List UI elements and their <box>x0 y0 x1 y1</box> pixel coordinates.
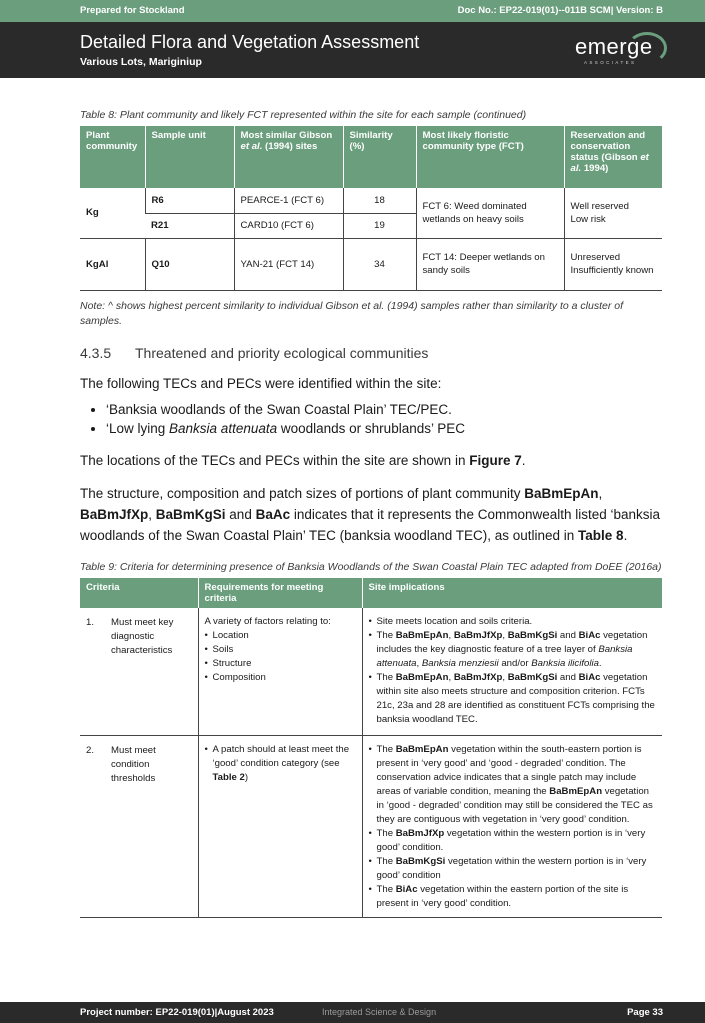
section-title: Threatened and priority ecological communities <box>135 344 429 361</box>
logo-wordmark: emerge <box>575 34 653 59</box>
header-similarity: Similarity (%) <box>343 126 416 188</box>
document-subtitle: Various Lots, Mariginiup <box>80 56 202 68</box>
table8 <box>80 126 662 291</box>
table-row <box>80 188 662 213</box>
header-sample-unit: Sample unit <box>145 126 234 188</box>
locations-paragraph: The locations of the TECs and PECs within the site are shown in Figure 7. <box>80 452 526 468</box>
table9-header-row <box>80 578 662 608</box>
fct-cell: FCT 14: Deeper wetlands on sandy soils <box>416 238 564 290</box>
sample-cell: R6 <box>145 188 234 213</box>
document-number: Doc No.: EP22-019(01)--011B SCM| Version: B <box>457 5 663 16</box>
page-content <box>80 108 662 918</box>
community-cell: Kg <box>80 188 145 238</box>
table-reference[interactable]: Table 8 <box>578 527 624 543</box>
project-number: Project number: EP22-019(01)|August 2023 <box>80 1007 274 1018</box>
site-cell: YAN-21 (FCT 14) <box>234 238 343 290</box>
list-item: • The BaBmEpAn vegetation within the south-eastern portion is present in ‘very good’ and ‘good - degraded’ condition. The conservation advice indicates that a single patch may include areas of variable condition, meaning the BaBmEpAn vegetation in ‘good - degraded’ condition may still be considered the TEC as they are contiguous with vegetation in ‘very good’ condition. <box>369 743 657 827</box>
header-plant-community: Plant community <box>80 126 145 188</box>
structure-paragraph: The structure, composition and patch sizes of portions of plant community BaBmEpAn, BaBmJfXp, BaBmKgSi and BaAc indicates that it represents the Commonwealth listed ‘banksia woodlands of the Swan Coastal Plain’ TEC (banksia woodland TEC), as outlined in Table 8. <box>80 485 661 543</box>
list-item: • The BaBmKgSi vegetation within the western portion is in ‘very good’ condition <box>369 855 657 883</box>
page-footer <box>0 1002 705 1023</box>
list-item: • Site meets location and soils criteria. <box>369 615 657 629</box>
similarity-cell: 19 <box>343 213 416 238</box>
criteria-cell: 2. Must meet condition thresholds <box>80 735 198 917</box>
document-header <box>0 22 705 78</box>
table-reference[interactable]: Table 2 <box>212 771 245 783</box>
table8-header-row <box>80 126 662 188</box>
header-fct: Most likely floristic community type (FCT) <box>416 126 564 188</box>
list-item: • A patch should at least meet the ‘good’ condition category (see Table 2) <box>205 743 356 785</box>
similarity-cell: 18 <box>343 188 416 213</box>
list-item: • ‘Low lying Banksia attenuata woodlands or shrublands’ PEC <box>106 419 662 438</box>
implications-cell <box>362 608 662 736</box>
status-cell: Unreserved Insufficiently known <box>564 238 662 290</box>
tec-list <box>80 400 662 438</box>
table-row <box>80 238 662 290</box>
list-item: • Composition <box>205 671 356 685</box>
logo-subtext: ASSOCIATES <box>584 60 637 65</box>
table8-note: Note: ^ shows highest percent similarity to individual Gibson et al. (1994) samples rather than similarity to a cluster of samples. <box>80 299 624 327</box>
status-cell: Well reserved Low risk <box>564 188 662 238</box>
list-item: • Structure <box>205 657 356 671</box>
sample-cell: Q10 <box>145 238 234 290</box>
requirements-cell: A variety of factors relating to: • Location • Soils • Structure • Composition <box>198 608 362 736</box>
list-item: • Soils <box>205 643 356 657</box>
document-title: Detailed Flora and Vegetation Assessment <box>80 32 420 52</box>
sample-cell: R21 <box>145 213 234 238</box>
community-cell: KgAl <box>80 238 145 290</box>
table9 <box>80 578 662 918</box>
table-row <box>80 608 662 736</box>
similarity-cell: 34 <box>343 238 416 290</box>
prepared-for: Prepared for Stockland <box>80 5 185 16</box>
table8-caption: Table 8: Plant community and likely FCT represented within the site for each sample (continued) <box>80 109 527 121</box>
fct-cell: FCT 6: Weed dominated wetlands on heavy soils <box>416 188 564 238</box>
list-item: • Location <box>205 629 356 643</box>
figure-reference[interactable]: Figure 7 <box>469 452 522 468</box>
implications-cell <box>362 735 662 917</box>
top-bar <box>0 0 705 22</box>
header-criteria: Criteria <box>80 578 198 608</box>
page-number: Page 33 <box>627 1007 663 1018</box>
header-most-similar: Most similar Gibson et al. (1994) sites <box>234 126 343 188</box>
emerge-logo <box>575 34 665 68</box>
header-reservation: Reservation and conservation status (Gibson et al. 1994) <box>564 126 662 188</box>
footer-tagline: Integrated Science & Design <box>322 1007 437 1017</box>
table9-caption: Table 9: Criteria for determining presence of Banksia Woodlands of the Swan Coastal Plain TEC adapted from DoEE (2016a) <box>80 560 662 573</box>
list-item: • The BaBmJfXp vegetation within the western portion is in ‘very good’ condition. <box>369 827 657 855</box>
site-cell: PEARCE-1 (FCT 6) <box>234 188 343 213</box>
intro-paragraph: The following TECs and PECs were identified within the site: <box>80 375 442 391</box>
list-item: • The BaBmEpAn, BaBmJfXp, BaBmKgSi and BiAc vegetation within site also meets structure and composition criterion. FCTs 21c, 23a and 28 are identified as constituent FCTs comprising the banksia woodland TEC. <box>369 671 657 727</box>
list-item: • The BaBmEpAn, BaBmJfXp, BaBmKgSi and BiAc vegetation includes the key diagnostic feature of a tree layer of Banksia attenuata, Banksia menziesii and/or Banksia ilicifolia. <box>369 629 657 671</box>
section-heading <box>80 345 662 361</box>
section-number: 4.3.5 <box>80 344 112 361</box>
requirements-cell <box>198 735 362 917</box>
list-item: • The BiAc vegetation within the eastern portion of the site is present in ‘very good’ condition. <box>369 883 657 911</box>
header-implications: Site implications <box>362 578 662 608</box>
header-requirements: Requirements for meeting criteria <box>198 578 362 608</box>
site-cell: CARD10 (FCT 6) <box>234 213 343 238</box>
criteria-cell: 1. Must meet key diagnostic characteristics <box>80 608 198 736</box>
list-item: • ‘Banksia woodlands of the Swan Coastal Plain’ TEC/PEC. <box>106 400 662 419</box>
table-row <box>80 735 662 917</box>
